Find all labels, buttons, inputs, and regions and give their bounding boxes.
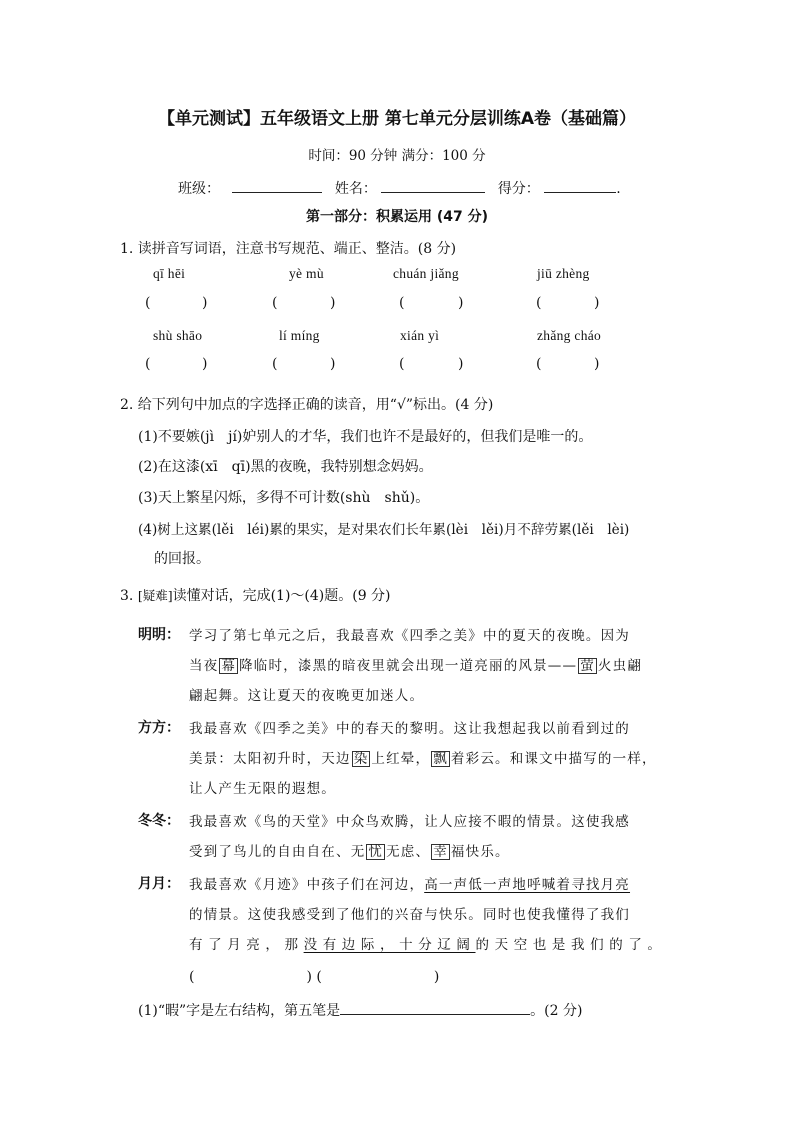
q3-sub1 bbox=[138, 999, 582, 1020]
difficulty-tag: [疑难] bbox=[137, 588, 173, 603]
dialogue-line bbox=[189, 873, 630, 893]
pinyin-shushao: shù shāo bbox=[153, 328, 203, 343]
boxed-char: 忧 bbox=[368, 844, 384, 860]
q2-item-2: (2)在这漆(xī qī)黑的夜晚，我特别想念妈妈。 bbox=[138, 459, 433, 475]
dialogue-line: 的情景。这使我感受到了他们的兴奋与快乐。同时也使我懂得了我们 bbox=[189, 907, 630, 923]
paren-close: ) bbox=[330, 356, 336, 372]
speaker-yueyue: 月月： bbox=[138, 876, 180, 892]
dialogue-line bbox=[189, 654, 642, 674]
dialogue-line: 学习了第七单元之后，我最喜欢《四季之美》中的夏天的夜晚。因为 bbox=[189, 628, 630, 644]
text-segment: 当夜 bbox=[189, 658, 219, 674]
exam-meta: 时间：90 分钟 满分：100 分 bbox=[308, 148, 486, 164]
class-blank[interactable] bbox=[232, 177, 322, 193]
paren-close: ) bbox=[594, 295, 600, 311]
speaker-fangfang: 方方： bbox=[138, 720, 180, 736]
paren-open: ( bbox=[536, 356, 542, 372]
text-segment: 受到了鸟儿的自由自在、无 bbox=[189, 844, 366, 860]
q2-item-4-cont: 的回报。 bbox=[154, 551, 210, 567]
text-segment: 降临时，漆黑的暗夜里就会出现一道亮丽的风景—— bbox=[239, 658, 578, 674]
score-blank[interactable] bbox=[544, 177, 616, 193]
q3-number: 3. bbox=[120, 588, 134, 604]
text-segment: 福快乐。 bbox=[450, 844, 510, 860]
text-segment: 我最喜欢《月迹》中孩子们在河边， bbox=[189, 877, 425, 893]
pinyin-xianyi: xián yì bbox=[400, 328, 440, 343]
paren-open: ( bbox=[536, 295, 542, 311]
dialogue-line: 我最喜欢《鸟的天堂》中众鸟欢腾，让人应接不暇的情景。这使我感 bbox=[189, 814, 630, 830]
boxed-char: 萤 bbox=[580, 658, 595, 674]
paren-close: ) bbox=[458, 295, 464, 311]
underlined-phrase: 没有边际，十分辽阔 bbox=[303, 937, 476, 953]
answer-blank[interactable] bbox=[340, 999, 530, 1015]
q2-item-3: (3)天上繁星闪烁，多得不可计数(shù shǔ)。 bbox=[138, 490, 430, 506]
paren-open: ( bbox=[399, 356, 405, 372]
paren-open: ( bbox=[272, 295, 278, 311]
name-blank[interactable] bbox=[381, 177, 485, 193]
text-segment: 美景：太阳初升时，天边 bbox=[189, 751, 351, 767]
end-dot: . bbox=[616, 181, 621, 197]
pinyin-qihei: qī hēi bbox=[153, 266, 186, 281]
boxed-char: 飘 bbox=[433, 751, 448, 767]
pinyin-jiuzheng: jiū zhèng bbox=[537, 266, 590, 281]
text-segment: 着彩云。和课文中描写的一样， bbox=[450, 751, 657, 767]
part1-title: 第一部分：积累运用 (47 分) bbox=[305, 209, 489, 225]
name-label: 姓名： bbox=[334, 181, 377, 197]
boxed-char: 幸 bbox=[433, 844, 448, 860]
dialogue-line: 翩起舞。这让夏天的夜晚更加迷人。 bbox=[189, 688, 425, 704]
info-row bbox=[178, 177, 621, 198]
answer-parens: ( ) ( ) bbox=[189, 969, 440, 985]
boxed-char: 幕 bbox=[221, 658, 237, 674]
paren-close: ) bbox=[594, 356, 600, 372]
paren-open: ( bbox=[272, 356, 278, 372]
paren-open: ( bbox=[145, 295, 151, 311]
text-segment: 。(2 分) bbox=[530, 1003, 583, 1019]
paren-close: ) bbox=[202, 295, 208, 311]
paren-close: ) bbox=[202, 356, 208, 372]
q3-prompt-line bbox=[120, 585, 391, 605]
text-segment: 有了月亮，那 bbox=[189, 937, 304, 953]
q2-item-4: (4)树上这累(lěi léi)累的果实，是对果农们长年累(lèi lěi)月不辞劳累(lěi lèi) bbox=[138, 522, 630, 538]
speaker-dongdong: 冬冬： bbox=[138, 813, 180, 829]
paren-close: ) bbox=[330, 295, 336, 311]
q2-prompt: 2. 给下列句中加点的字选择正确的读音，用“√”标出。(4 分) bbox=[120, 397, 494, 413]
speaker-mingming: 明明： bbox=[138, 627, 180, 643]
q1-prompt: 1. 读拼音写词语，注意书写规范、端正、整洁。(8 分) bbox=[120, 241, 457, 257]
text-segment: 无虑、 bbox=[386, 844, 431, 860]
class-label: 班级： bbox=[178, 181, 220, 197]
text-segment: (1)“暇”字是左右结构，第五笔是 bbox=[138, 1003, 341, 1019]
pinyin-liming: lí míng bbox=[279, 328, 320, 343]
page-title: 【单元测试】五年级语文上册 第七单元分层训练A卷（基础篇） bbox=[157, 109, 637, 129]
pinyin-yemu: yè mù bbox=[289, 266, 324, 281]
boxed-char: 染 bbox=[353, 751, 369, 767]
paren-open: ( bbox=[399, 295, 405, 311]
q3-prompt: 读懂对话，完成(1)～(4)题。(9 分) bbox=[172, 588, 391, 604]
dialogue-line bbox=[189, 933, 667, 953]
dialogue-line: 我最喜欢《四季之美》中的春天的黎明。这让我想起我以前看到过的 bbox=[189, 721, 630, 737]
paren-close: ) bbox=[458, 356, 464, 372]
text-segment: 火虫翩 bbox=[597, 658, 643, 674]
score-label: 得分： bbox=[497, 181, 540, 197]
underlined-phrase: 高一声低一声地呼喊着寻找月亮 bbox=[424, 877, 631, 893]
dialogue-line bbox=[189, 840, 510, 860]
pinyin-chuanjiang: chuán jiǎng bbox=[393, 266, 459, 281]
paren-open: ( bbox=[145, 356, 151, 372]
q2-item-1: (1)不要嫉(jì jí)妒别人的才华，我们也许不是最好的，但我们是唯一的。 bbox=[138, 429, 593, 445]
text-segment: 的天空也是我们的了。 bbox=[475, 937, 667, 953]
dialogue-line bbox=[189, 747, 657, 767]
pinyin-zhangchao: zhǎng cháo bbox=[537, 328, 602, 343]
dialogue-line: 让人产生无限的遐想。 bbox=[189, 781, 336, 797]
text-segment: 上红晕， bbox=[371, 751, 431, 767]
